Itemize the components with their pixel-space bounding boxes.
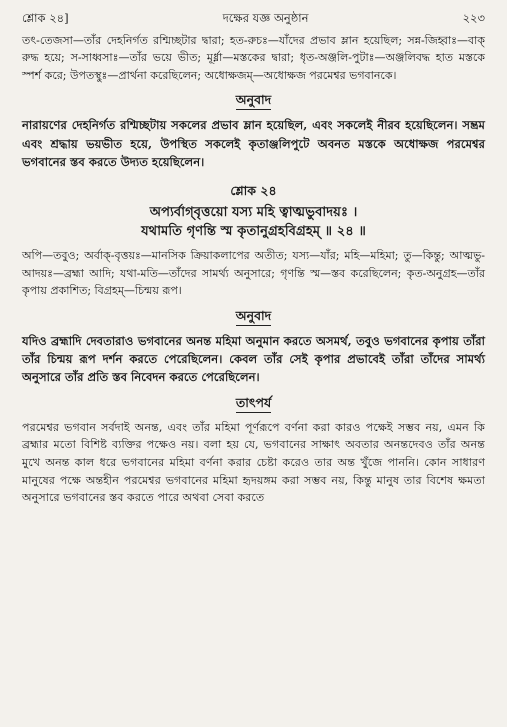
purport: পরমেশ্বর ভগবান সর্বদাই অনন্ত, এবং তাঁর মহিমা পূর্ণরূপে বর্ণনা করা কারও পক্ষেই সম্ভব নয়, এমন কি ব্রহ্মার মতো বিশিষ্ট ব্যক্তির পক্ষেও নয়। বলা হয় যে, ভগবানের সাক্ষাৎ অবতার অনন্তদেবও তাঁর অনন্ত মুখে অনন্ত কাল ধরে ভগবানের মহিমা বর্ণনা করার চেষ্টা করেও তার অন্ত খুঁজে পাননি। কোন সাধারণ মানুষের পক্ষে অন্তহীন পরমেশ্বর ভগবানের মহিমা হৃদয়ঙ্গম করা সম্ভব নয়, কিন্তু মানুষ তার বিশেষ ক্ষমতা অনুসারে ভগবানের স্তব করতে পারে অথবা সেবা করতে [22, 420, 485, 505]
verse-line-2: যথামতি গৃণন্তি স্ম কৃতানুগ্রহবিগ্রহম্ ॥ ২৪ ॥ [141, 224, 366, 240]
header-verse-ref: শ্লোক ২৪] [22, 11, 69, 25]
translation: যদিও ব্রহ্মাদি দেবতারাও ভগবানের অনন্ত মহিমা অনুমান করতে অসমর্থ, তবুও ভগবানের কৃপায় তাঁরা তাঁর চিন্ময় রূপ দর্শন করতে পেরেছিলেন। কেবল তাঁর সেই কৃপার প্রভাবেই তাঁরা তাঁদের সামর্থ্য অনুসারে তাঁর প্রতি স্তব নিবেদন করতে পেরেছিলেন। [22, 333, 485, 385]
sanskrit-verse [22, 203, 485, 241]
translation-heading-1 [22, 92, 485, 110]
translation-heading-2-text: অনুবাদ [236, 308, 271, 326]
purport-heading [22, 395, 485, 413]
running-header [22, 10, 485, 26]
verse-number: শ্লোক ২৪ [230, 183, 277, 199]
previous-translation: নারায়ণের দেহনির্গত রশ্মিচ্ছটায় সকলের প্রভাব ম্লান হয়েছিল, এবং সকলেই নীরব হয়েছিলেন। সম্ভ্রম এবং শ্রদ্ধায় ভয়ভীত হয়ে, উপস্থিত সকলেই কৃতাঞ্জলিপুটে অবনত মস্তকে অধোক্ষজ পরমেশ্বর ভগবানের স্তব করতে উদ্যত হয়েছিলেন। [22, 118, 485, 170]
header-page-number: ২২৩ [462, 11, 485, 25]
synonyms: অপি—তবুও; অর্বাক্-বৃত্তয়ঃ—মানসিক ক্রিয়াকলাপের অতীত; যস্য—যাঁর; মহি—মহিমা; তু—কিন্তু; আত্মভু-আদয়ঃ—ব্রহ্মা আদি; যথা-মতি—তাঁদের সামর্থ্য অনুসারে; গৃণন্তি স্ম—স্তব করেছিলেন; কৃত-অনুগ্রহ—তাঁর কৃপায় প্রকাশিত; বিগ্রহম্—চিন্ময় রূপ। [22, 249, 485, 298]
purport-heading-text: তাৎপর্য [236, 395, 271, 413]
translation-heading-1-text: অনুবাদ [236, 92, 271, 110]
translation-heading-2 [22, 308, 485, 326]
header-chapter-title: দক্ষের যজ্ঞ অনুষ্ঠান [222, 11, 309, 25]
verse-line-1: অপ্যর্বাগ্‌বৃত্তয়ো যস্য মহি ত্বাত্মভুবাদয়ঃ । [149, 205, 358, 221]
previous-synonyms: তৎ-তেজসা—তাঁর দেহনির্গত রশ্মিচ্ছটার দ্বারা; হত-রুচঃ—যাঁদের প্রভাব ম্লান হয়েছিল; সন্ন-জিহ্বাঃ—বাক্ রুদ্ধ হয়ে; স-সাধ্বসাঃ—তাঁর ভয়ে ভীত; মূর্ধ্না—মস্তকের দ্বারা; ধৃত-অঞ্জলি-পুটাঃ—অঞ্জলিবদ্ধ হাত মস্তকে স্পর্শ করে; উপতস্থুঃ—প্রার্থনা করেছিলেন; অধোক্ষজম্—অধোক্ষজ পরমেশ্বর ভগবানকে। [22, 34, 485, 82]
